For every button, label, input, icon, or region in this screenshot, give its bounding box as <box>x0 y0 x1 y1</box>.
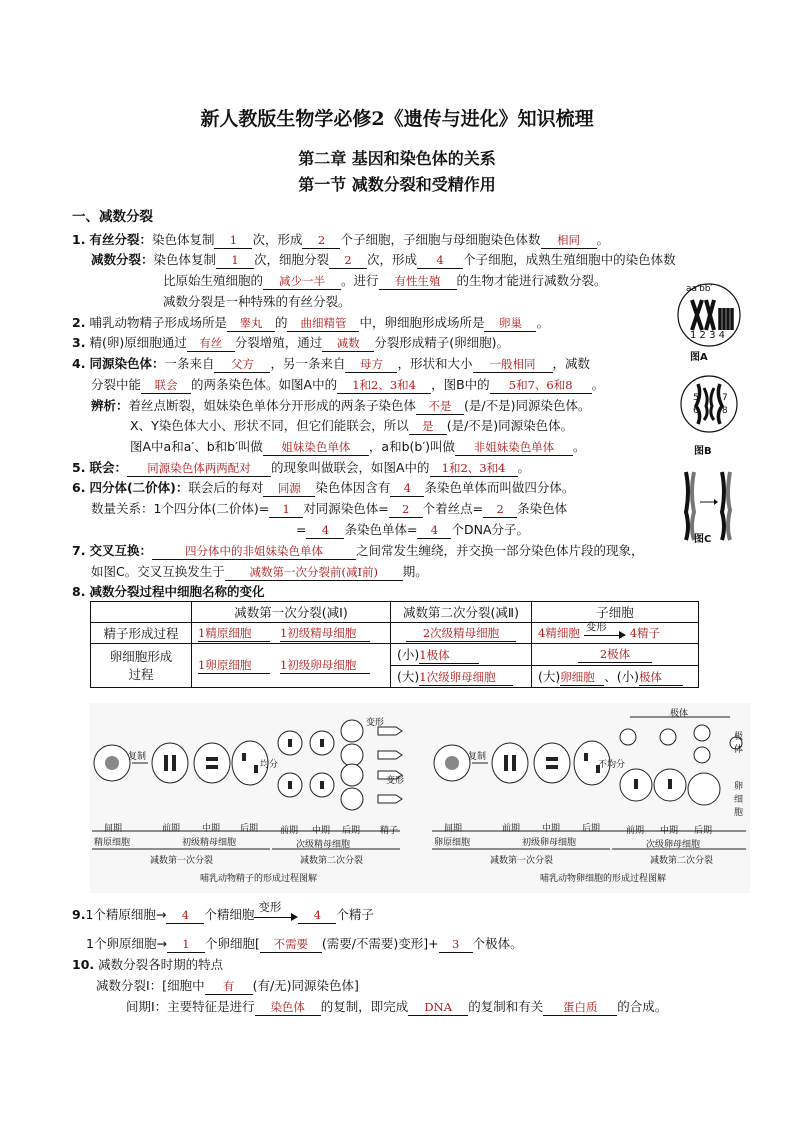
fig-b-label: 图B <box>694 446 712 457</box>
table-corner <box>91 602 192 623</box>
table-cell <box>391 666 532 688</box>
row-label: 精子形成过程 <box>91 623 192 644</box>
item-6-line-2 <box>91 499 567 518</box>
text: 次，形成 <box>367 252 418 267</box>
chapter-title: 第二章 基因和染色体的关系 <box>298 149 496 168</box>
item-1-line-4: 减数分裂是一种特殊的有丝分裂。 <box>163 294 351 309</box>
fill-blank: 1卵原细胞 <box>198 657 270 674</box>
table-cell <box>391 623 532 644</box>
text: ，a和b(b′)叫做 <box>368 439 456 454</box>
item-number: 6. <box>72 480 86 495</box>
fill-blank: 有丝 <box>187 336 235 352</box>
fill-blank: 一般相同 <box>473 357 553 373</box>
fill-blank: 4 <box>417 523 451 539</box>
page-title: 新人教版生物学必修2《遗传与进化》知识梳理 <box>200 108 594 130</box>
fill-blank: 卵细胞 <box>560 669 604 686</box>
text: 的复制和有关 <box>468 999 544 1014</box>
cell-type-label: 初级卵母细胞 <box>522 838 577 848</box>
table-row-sperm <box>91 623 699 644</box>
fill-blank: 相同 <box>541 233 597 249</box>
term-label: 四分体(二价体)： <box>89 480 189 495</box>
fill-blank: 1 <box>167 937 205 953</box>
text: 条染色体 <box>517 501 568 516</box>
phase-label: 减数第二次分裂 <box>650 856 714 866</box>
item-number: 7. <box>72 543 86 558</box>
text: 分裂形成精子(卵细胞)。 <box>374 335 509 350</box>
item-4-line-2 <box>91 375 604 394</box>
term-label: 同源染色体： <box>89 356 165 371</box>
cell-type-label: 次级卵母细胞 <box>646 840 701 850</box>
fig-b-number: 5 <box>693 393 699 403</box>
item-1-line-2 <box>91 250 676 269</box>
fill-blank: 四分体中的非姐妹染色单体 <box>152 544 356 560</box>
fill-blank: 同源染色体两两配对 <box>127 461 271 477</box>
table-cell <box>192 623 391 644</box>
text: 数量关系：1个四分体(二价体)= <box>91 501 270 516</box>
table-row-egg-1 <box>91 644 699 666</box>
text: 。 <box>596 232 610 247</box>
table-cell <box>532 620 699 644</box>
term-label: 交叉互换： <box>89 543 152 558</box>
text: 个着丝点= <box>422 501 484 516</box>
text: 1个卵原细胞→ <box>86 936 167 951</box>
fill-blank: 1精原细胞 <box>198 625 270 642</box>
stage-label: 前期 <box>626 826 645 836</box>
text: 的复制，即完成 <box>320 999 409 1014</box>
row-label <box>91 644 192 688</box>
table-cell <box>391 644 532 666</box>
fig-a-label: 图A <box>690 352 708 363</box>
item-1-line-1 <box>72 230 609 249</box>
cell-type-label: 次级精母细胞 <box>296 840 351 850</box>
label-copy: 复制 <box>128 752 147 762</box>
text: 次，形成 <box>252 232 303 247</box>
phase-label: 减数第二次分裂 <box>300 856 364 866</box>
figure-column <box>676 282 746 550</box>
fill-blank: 非姐妹染色单体 <box>455 440 573 456</box>
term-label: 减数分裂： <box>91 252 154 267</box>
text: 之间常发生缠绕，并交换一部分染色体片段的现象， <box>355 543 644 558</box>
item-7-line-1 <box>72 541 643 560</box>
text: 个精子 <box>336 907 374 922</box>
text: 分裂增殖，通过 <box>234 335 323 350</box>
item-10-line-1 <box>96 976 359 995</box>
fill-blank: 1和2、3和4 <box>337 378 431 394</box>
fill-blank: 父方 <box>214 357 270 373</box>
label-split: 不均分 <box>598 760 626 770</box>
fill-blank: 极体 <box>639 669 683 686</box>
fill-blank: 姐妹染色单体 <box>263 440 369 456</box>
text: 。进行 <box>341 273 379 288</box>
stage-label: 间期 <box>444 824 463 834</box>
item-5 <box>72 458 530 477</box>
text: 条染色单体而叫做四分体。 <box>424 480 575 495</box>
text: (大) <box>397 669 420 684</box>
text: 期。 <box>402 564 428 579</box>
stage-label: 前期 <box>502 824 521 834</box>
stage-label: 中期 <box>542 824 561 834</box>
diagram-caption: 哺乳动物精子的形成过程图解 <box>200 874 318 884</box>
item-9-line-2 <box>86 934 523 953</box>
arrow-right-icon <box>584 620 626 641</box>
fill-blank: 2 <box>329 253 367 269</box>
text: 条染色单体= <box>344 522 418 537</box>
fig-b-number: 7 <box>722 393 728 403</box>
fill-blank: 睾丸 <box>227 316 275 332</box>
chromosome-figures-svg <box>676 282 746 550</box>
table-cell <box>532 666 699 688</box>
text: = <box>296 522 307 537</box>
text: 的两条染色体。如图A中的 <box>191 377 338 392</box>
text: 个子细胞，子细胞与母细胞染色体数 <box>340 232 541 247</box>
heading-meiosis: 一、减数分裂 <box>72 209 153 225</box>
text: 一条来自 <box>164 356 215 371</box>
text: 个精细胞 <box>204 907 255 922</box>
text: 。 <box>536 315 549 330</box>
term-label: 有丝分裂： <box>89 232 152 247</box>
section-title: 第一节 减数分裂和受精作用 <box>298 175 496 194</box>
table-header: 减数第二次分裂(减Ⅱ) <box>391 602 532 623</box>
text: 。 <box>573 439 586 454</box>
text: (小) <box>397 647 420 662</box>
fill-blank: 2 <box>389 502 423 518</box>
text: 联会后的每对 <box>188 480 264 495</box>
item-3 <box>72 333 509 352</box>
text: 个子细胞，成熟生殖细胞中的染色体数 <box>463 252 676 267</box>
fill-blank: 3 <box>439 937 473 953</box>
fill-blank: 1次级卵母细胞 <box>419 669 513 686</box>
fill-blank: 5和7、6和8 <box>490 378 592 394</box>
text: 的合成。 <box>617 999 668 1014</box>
text: (是/不是)同源染色体。 <box>446 418 574 433</box>
item-6-line-1 <box>72 478 574 497</box>
text: 间期Ⅰ：主要特征是进行 <box>126 999 255 1014</box>
fill-blank: DNA <box>408 1000 468 1016</box>
term-label: 辨析： <box>91 398 129 413</box>
fill-blank: 减数 <box>322 336 374 352</box>
item-number: 9. <box>72 907 86 922</box>
fill-blank: 2 <box>483 502 517 518</box>
fill-blank: 2极体 <box>578 646 652 663</box>
phase-label: 减数第一次分裂 <box>490 856 554 866</box>
stage-label: 后期 <box>694 826 713 836</box>
text: 的 <box>274 315 288 330</box>
fill-blank: 4 <box>298 908 336 924</box>
fill-blank: 1初级精母细胞 <box>280 625 370 642</box>
item-8-heading <box>72 582 264 600</box>
fill-blank: 是 <box>409 419 447 435</box>
item-10-heading <box>72 955 223 973</box>
item-number: 8. <box>72 584 86 599</box>
item-number: 3. <box>72 335 86 350</box>
item-4-line-4 <box>130 416 573 435</box>
label-split: 均分 <box>260 760 279 770</box>
fill-blank: 2 <box>302 233 340 249</box>
item-1-line-3 <box>163 271 607 290</box>
fill-blank: 1 <box>216 253 254 269</box>
text: 染色体复制 <box>153 252 217 267</box>
stage-label: 后期 <box>240 824 259 834</box>
cell-name-table <box>90 601 699 688</box>
fill-blank: 1 <box>214 233 252 249</box>
stage-label: 前期 <box>162 824 181 834</box>
fill-blank: 1和2、3和4 <box>430 461 518 477</box>
text: 精(卵)原细胞通过 <box>89 335 187 350</box>
table-header: 减数第一次分裂(减Ⅰ) <box>192 602 391 623</box>
fill-blank: 减少一半 <box>263 274 341 290</box>
arrow-right-icon <box>254 899 298 923</box>
fill-blank: 不是 <box>416 399 464 415</box>
row-label-line: 卵细胞形成 <box>109 648 173 664</box>
text: X、Y染色体大小、形状不同，但它们能联会，所以 <box>130 418 409 433</box>
fill-blank: 联会 <box>141 378 191 394</box>
item-title: 减数分裂各时期的特点 <box>98 957 224 972</box>
fill-blank: 2次级精母细胞 <box>406 625 516 642</box>
figure-b <box>681 376 737 432</box>
fig-b-number: 8 <box>722 406 728 416</box>
text: (大) <box>538 669 561 684</box>
item-9-line-1 <box>72 899 374 924</box>
item-number: 4. <box>72 356 86 371</box>
stage-label: 后期 <box>582 824 601 834</box>
stage-label: 中期 <box>202 824 221 834</box>
text: 的现象叫做联会，如图A中的 <box>270 460 430 475</box>
text: 。 <box>517 460 531 475</box>
text: 1个精原细胞→ <box>85 907 167 922</box>
table-cell <box>532 644 699 666</box>
item-number: 2. <box>72 315 86 330</box>
fill-blank: 4 <box>306 523 344 539</box>
text: 中，卵细胞形成场所是 <box>359 315 485 330</box>
table-header-row <box>91 602 699 623</box>
label-deform: 变形 <box>366 718 385 728</box>
cell-type-label: 精原细胞 <box>94 838 131 848</box>
text: 比原始生殖细胞的 <box>163 273 264 288</box>
text: (有/无)同源染色体] <box>252 978 359 993</box>
item-number: 1. <box>72 232 86 247</box>
text: 、(小) <box>604 669 640 684</box>
fill-blank: 减数第一次分裂前(减Ⅰ前) <box>225 565 403 581</box>
stage-label: 后期 <box>342 826 361 836</box>
text: 分裂中能 <box>91 377 142 392</box>
fill-blank: 同源 <box>263 481 315 497</box>
item-number: 10. <box>72 957 95 972</box>
fill-blank: 4 <box>390 481 424 497</box>
item-4-line-3 <box>91 396 591 415</box>
phase-label: 减数第一次分裂 <box>150 856 214 866</box>
fill-blank: 1 <box>269 502 303 518</box>
fill-blank: 母方 <box>345 357 397 373</box>
item-title: 减数分裂过程中细胞名称的变化 <box>89 584 265 599</box>
label-polar: 极体 <box>670 709 689 719</box>
term-label: 联会： <box>89 460 127 475</box>
item-6-line-3 <box>296 520 529 539</box>
table-header: 子细胞 <box>532 602 699 623</box>
label-copy: 复制 <box>468 752 487 762</box>
fill-blank: 卵巢 <box>484 316 536 332</box>
label-deform: 变形 <box>386 776 405 786</box>
table-cell <box>192 644 391 688</box>
text: 次，细胞分裂 <box>254 252 330 267</box>
fill-text: 4精细胞 <box>538 626 580 640</box>
item-7-line-2 <box>91 562 428 581</box>
text: ，另一条来自 <box>270 356 346 371</box>
text: ，减数 <box>552 356 591 371</box>
item-10-line-2 <box>126 997 667 1016</box>
fill-blank: 不需要 <box>260 937 322 953</box>
text: (是/不是)同源染色体。 <box>464 398 591 413</box>
fill-blank: 染色体 <box>255 1000 321 1016</box>
stage-label: 间期 <box>104 824 123 834</box>
fill-blank: 蛋白质 <box>543 1000 617 1016</box>
fill-blank: 4 <box>166 908 204 924</box>
text: 图A中a和a′、b和b′叫做 <box>130 439 263 454</box>
stage-label: 精子 <box>380 826 399 836</box>
fig-a-chromosome-numbers: 1 2 3 4 <box>690 330 725 341</box>
cell-type-label: 初级精母细胞 <box>182 838 237 848</box>
text: 个DNA分子。 <box>451 522 529 537</box>
text: (需要/不需要)变形]+ <box>321 936 439 951</box>
text: 的生物才能进行减数分裂。 <box>456 273 607 288</box>
fill-text: 4精子 <box>629 626 661 640</box>
fig-a-chromatid-labels: aa′bb′ <box>686 284 713 294</box>
fill-blank: 有 <box>205 979 253 995</box>
diagram-caption: 哺乳动物卵细胞的形成过程图解 <box>540 874 667 884</box>
item-number: 5. <box>72 460 86 475</box>
fill-blank: 1极体 <box>419 647 479 664</box>
text: 染色体因含有 <box>315 480 391 495</box>
fig-c-label: 图C <box>694 534 712 545</box>
text: 个卵细胞[ <box>204 936 260 951</box>
stage-label: 中期 <box>660 826 679 836</box>
stage-label: 前期 <box>280 826 299 836</box>
arrow-label: 变形 <box>258 899 282 914</box>
text: 哺乳动物精子形成场所是 <box>89 315 227 330</box>
text: 染色体复制 <box>151 232 215 247</box>
text: 对同源染色体= <box>303 501 389 516</box>
stage-label: 中期 <box>312 826 331 836</box>
fill-blank: 曲细精管 <box>287 316 359 332</box>
side-label-polar: 极体 <box>734 732 744 755</box>
text: 如图C。交叉互换发生于 <box>91 564 225 579</box>
row-label-line: 过程 <box>128 666 154 682</box>
meiosis-diagrams <box>90 703 750 893</box>
text: ，形状和大小 <box>397 356 473 371</box>
text: 。 <box>591 377 605 392</box>
arrow-label: 变形 <box>585 620 607 633</box>
fill-blank: 有性生殖 <box>379 274 457 290</box>
fill-blank: 4 <box>417 253 463 269</box>
fill-blank: 1初级卵母细胞 <box>280 657 370 674</box>
text: 减数分裂Ⅰ：[细胞中 <box>96 978 205 993</box>
text: 着丝点断裂，姐妹染色单体分开形成的两条子染色体 <box>128 398 417 413</box>
side-label-egg: 卵细胞 <box>734 782 744 818</box>
item-4-line-1 <box>72 354 590 373</box>
item-4-line-5 <box>130 437 586 456</box>
cell-type-label: 卵原细胞 <box>434 838 471 848</box>
text: ，图B中的 <box>431 377 490 392</box>
item-2 <box>72 313 549 332</box>
fig-b-number: 6 <box>693 406 699 416</box>
text: 个极体。 <box>472 936 523 951</box>
